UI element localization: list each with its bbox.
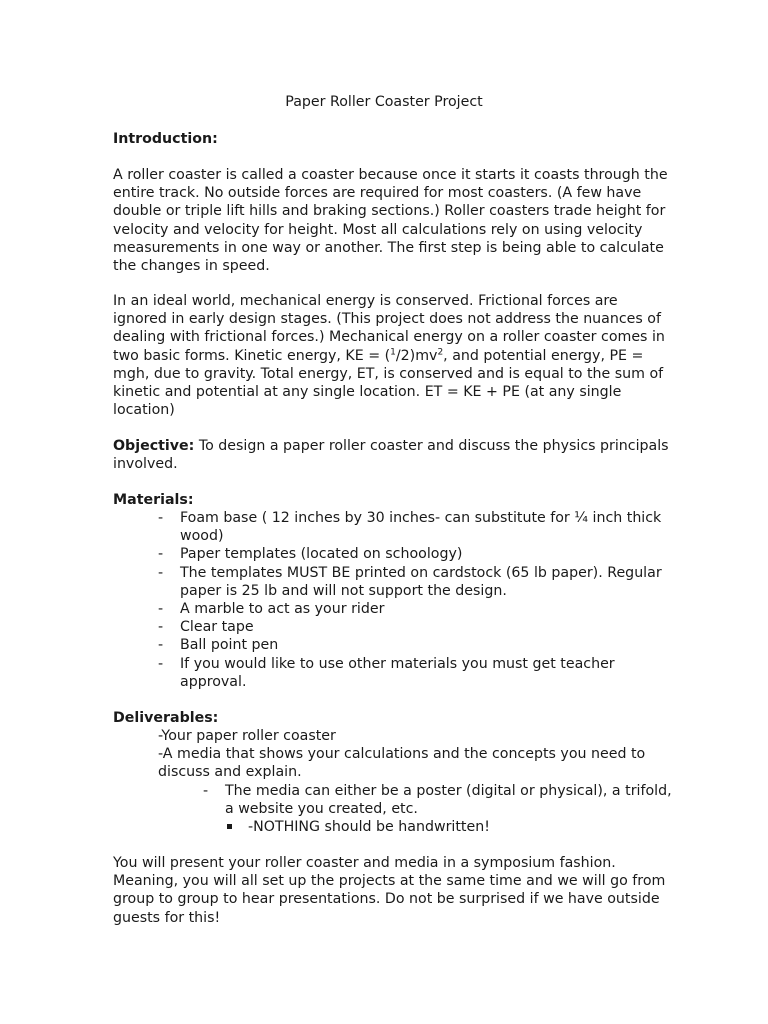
materials-list-item [113,545,673,563]
dash-marker: - [158,637,164,654]
materials-item-text: The templates MUST BE printed on cardstock (65 lb paper). Regular paper is 25 lb and will not support the design. [180,564,662,599]
document-title-text: Paper Roller Coaster Project [285,94,483,110]
deliverable-item-media: -A media that shows your calculations and the concepts you need to discuss and explain. [158,746,646,781]
dash-marker: - [158,564,164,581]
materials-item-text: If you would like to use other materials you must get teacher approval. [180,655,615,690]
dash-marker: - [158,510,164,526]
introduction-paragraph-2 [113,292,673,419]
objective-heading: Objective: [113,438,195,454]
materials-item-text: Foam base ( 12 inches by 30 inches- can substitute for ¼ inch thick wood) [180,510,662,545]
energy-text-part-3: , and potential energy, PE = mgh, due to gravity. Total energy, ET, is conserved and is equal to the sum of kinetic and potential at any single location. ET = KE + PE (at any single location) [113,347,664,419]
energy-text-part-2: /2)mv [395,347,438,364]
dash-marker: - [158,619,164,636]
materials-list-item [113,600,673,618]
materials-item-text: Ball point pen [180,637,279,654]
materials-list-item [113,564,673,600]
deliverable-item-coaster: -Your paper roller coaster [158,728,336,744]
objective-paragraph [113,437,673,473]
dash-marker: - [158,655,164,672]
objective-text: To design a paper roller coaster and discuss the physics principals involved. [113,438,669,473]
materials-list [113,509,673,691]
materials-item-text: A marble to act as your rider [180,601,385,618]
introduction-paragraph-1-text: A roller coaster is called a coaster because once it starts it coasts through the entire track. No outside forces are required for most coasters. (A few have double or triple lift hills and braking sections.) Roller coasters trade height for velocity and velocity for height. Most all calculations rely on using velocity measurements in one way or another. The first step is being able to calculate the changes in speed. [113,167,668,275]
materials-list-item [113,509,673,545]
introduction-heading: Introduction: [113,131,218,147]
superscript-two: 2 [437,346,444,357]
square-bullet-icon [227,824,232,829]
energy-text-part-1: In an ideal world, mechanical energy is conserved. Frictional forces are ignored in early design stages. (This project does not address the nuances of dealing with frictional forces.) Mechanical energy on a roller coaster comes in two basic forms. Kinetic energy, KE = ( [113,293,665,364]
materials-heading: Materials: [113,492,194,508]
closing-paragraph-text: You will present your roller coaster and media in a symposium fashion. Meaning, you will all set up the projects at the same time and we will go from group to group to hear presentations. Do not be surprised if we have outside guests for this! [113,855,666,926]
deliverable-sub-sub-item [113,818,673,836]
dash-marker: - [158,601,164,618]
objective-section [113,437,673,473]
deliverable-sub-item-media-format [113,782,673,818]
deliverables-heading: Deliverables: [113,710,219,726]
dash-marker: - [158,546,164,563]
dash-marker: - [203,782,209,799]
introduction-paragraph-1 [113,166,673,275]
document-title [0,93,768,111]
deliverables-list [113,727,673,836]
introduction-paragraph-2-text [113,292,673,419]
materials-list-item [113,655,673,691]
materials-list-container [113,509,673,691]
materials-list-item [113,636,673,654]
deliverable-sub-item-text: The media can either be a poster (digital or physical), a trifold, a website you created, etc. [225,782,672,817]
superscript-one: 1 [390,346,396,357]
closing-paragraph [113,854,673,927]
materials-item-text: Paper templates (located on schoology) [180,546,463,563]
materials-list-item [113,618,673,636]
deliverable-sub-sub-item-text: -NOTHING should be handwritten! [248,819,490,836]
materials-item-text: Clear tape [180,619,254,636]
